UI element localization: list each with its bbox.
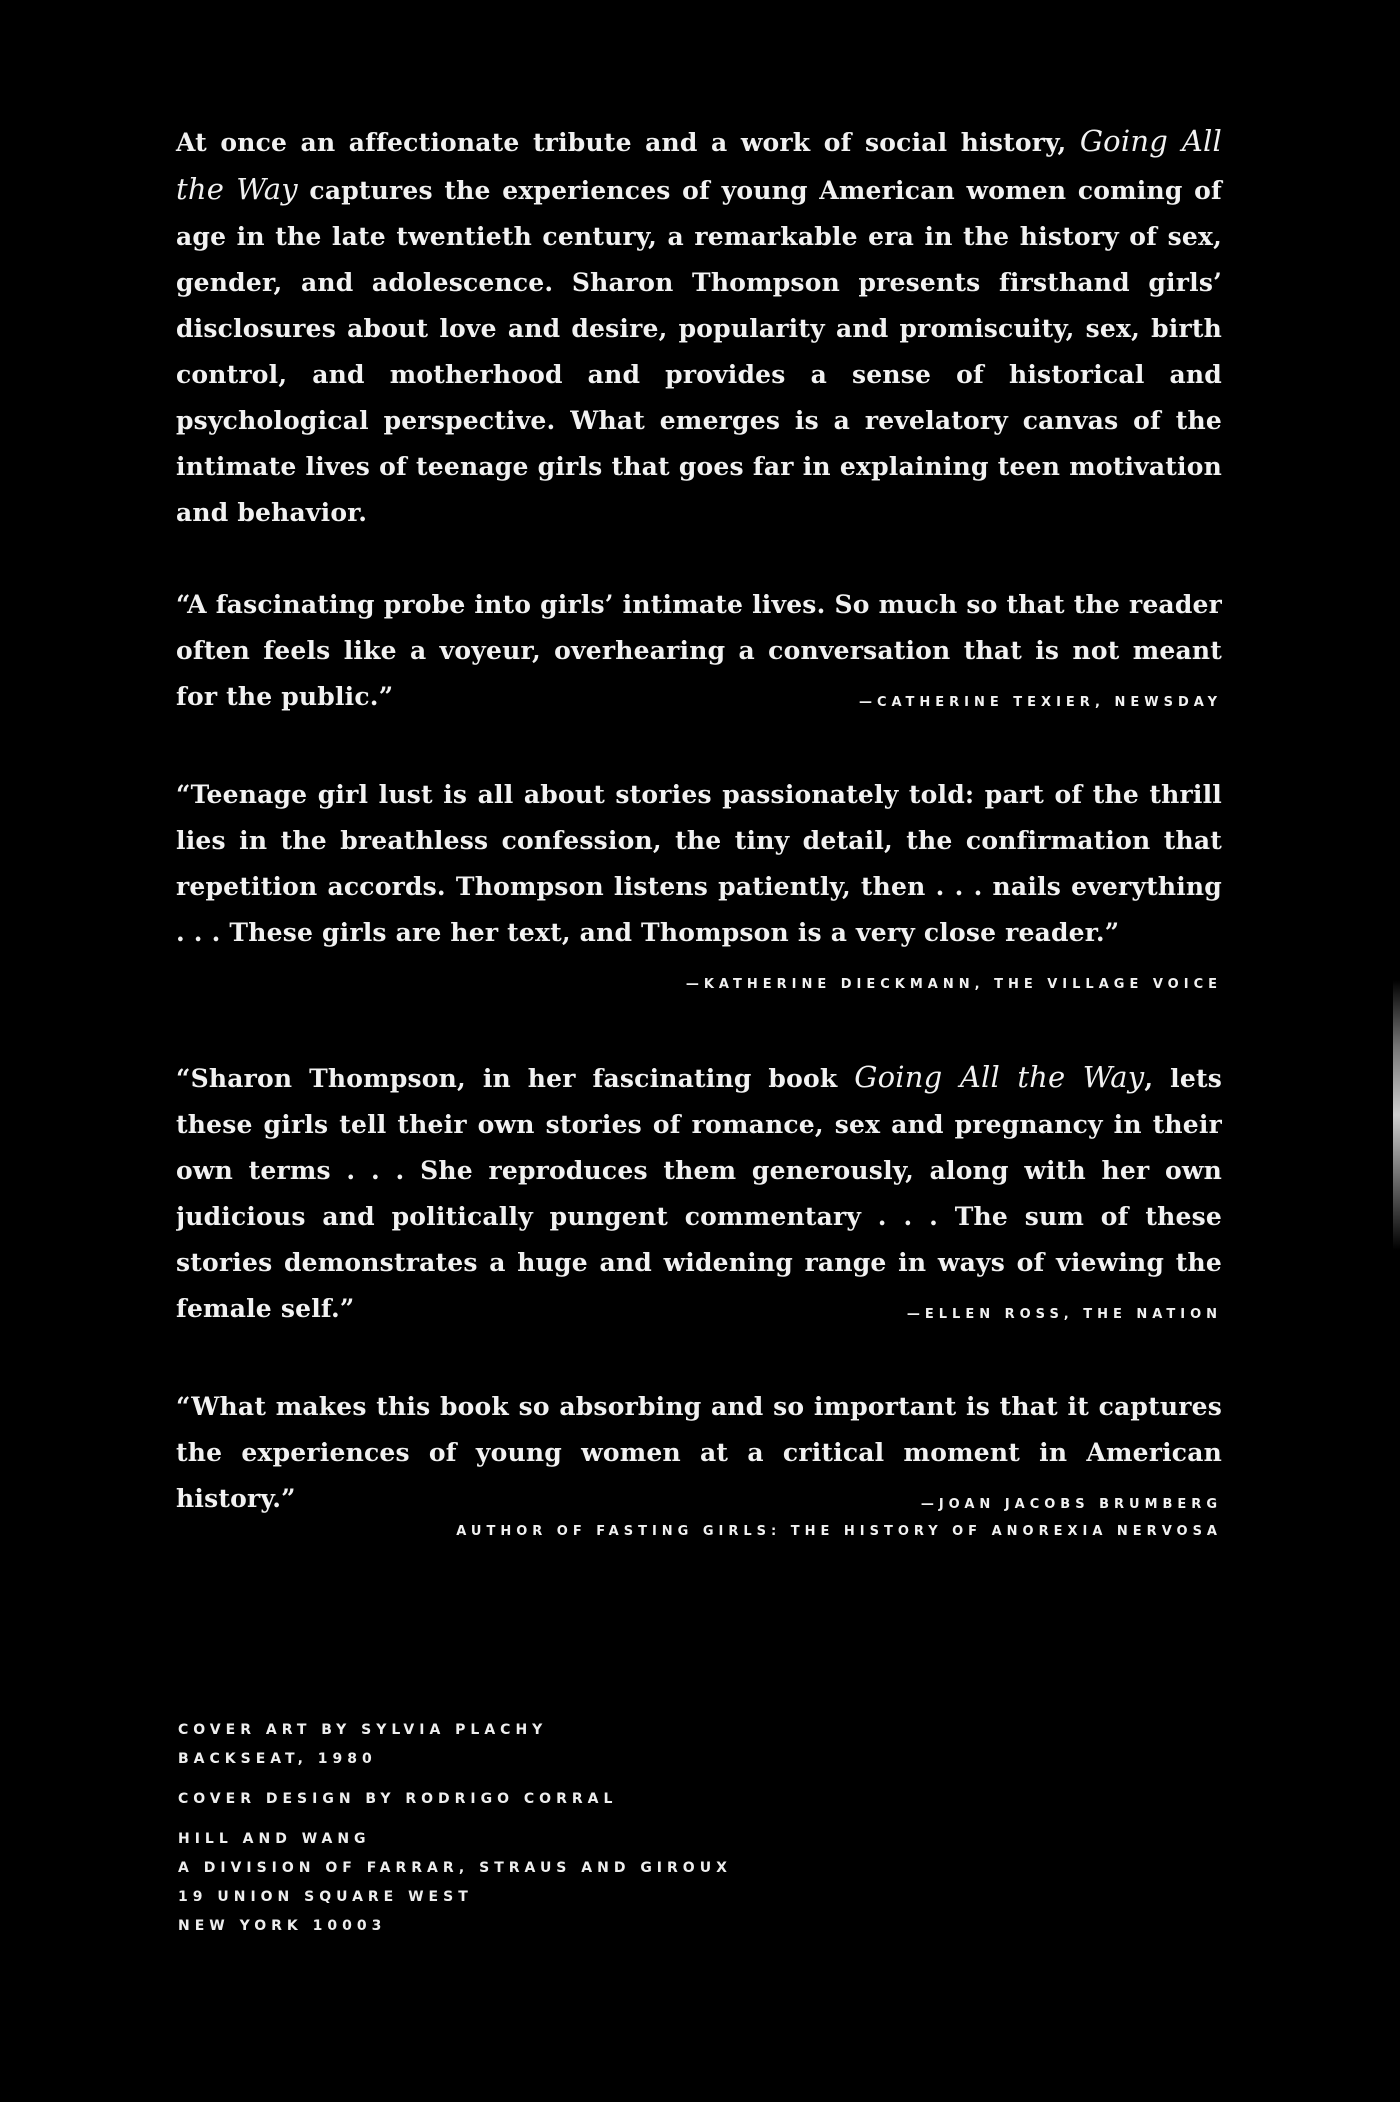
publisher-info	[178, 1825, 732, 1941]
review-attribution: —CATHERINE TEXIER, NEWSDAY	[858, 695, 1222, 710]
description-part-2: captures the experiences of young American women coming of age in the late twentieth century, a remarkable era in the history of sex, gender, and adolescence. Sharon Thompson presents firsthand girls’ disclosures about love and desire, popularity and promiscuity, sex, birth control, and motherhood and provides a sense of historical and psychological perspective. What emerges is a revelatory canvas of the intimate lives of teenage girls that goes far in explaining teen motivation and behavior.	[176, 176, 1222, 527]
review-text-part-1: “Sharon Thompson, in her fascinating book	[176, 1064, 855, 1093]
review-body	[176, 1384, 1222, 1528]
book-title: Going All the Way	[176, 124, 1222, 206]
page-edge-artifact	[1393, 980, 1400, 1250]
review-text: “What makes this book so absorbing and so important is that it captures the experiences of young women at a critical moment in American history.”	[176, 1392, 1222, 1513]
review-attribution: —ELLEN ROSS, THE NATION	[906, 1307, 1222, 1322]
review-newsday	[176, 582, 1222, 726]
cover-art-line: COVER ART BY SYLVIA PLACHY	[178, 1722, 548, 1738]
cover-text-block	[176, 118, 1222, 1542]
cover-design-line: COVER DESIGN BY RODRIGO CORRAL	[178, 1791, 618, 1807]
book-title: Going All the Way	[854, 1060, 1145, 1094]
review-attribution: —KATHERINE DIECKMANN, THE VILLAGE VOICE	[685, 977, 1222, 992]
review-text: “A fascinating probe into girls’ intimate lives. So much so that the reader often feels like a voyeur, overhearing a conversation that is not meant for the public.”	[176, 590, 1222, 711]
publisher-division: A DIVISION OF FARRAR, STRAUS AND GIROUX	[178, 1860, 732, 1876]
review-brumberg	[176, 1384, 1222, 1542]
publisher-city: NEW YORK 10003	[178, 1918, 387, 1934]
review-attribution: —JOAN JACOBS BRUMBERG	[920, 1497, 1222, 1512]
review-the-nation	[176, 1054, 1222, 1338]
publisher-street: 19 UNION SQUARE WEST	[178, 1889, 473, 1905]
cover-art-credit	[178, 1716, 732, 1774]
publisher-name: HILL AND WANG	[178, 1831, 371, 1847]
description-part-1: At once an affectionate tribute and a work of social history,	[176, 128, 1080, 157]
credits-block	[178, 1716, 732, 1941]
cover-art-title-line: BACKSEAT, 1980	[178, 1751, 377, 1767]
book-description	[176, 118, 1222, 536]
review-text-part-2: , lets these girls tell their own stories of romance, sex and pregnancy in their own terms . . . She reproduces them generously, along with her own judicious and politically pungent commentary . . . The sum of these stories demonstrates a huge and widening range in ways of viewing the female self.”	[176, 1064, 1222, 1323]
review-village-voice	[176, 772, 1222, 1008]
review-attribution-subtitle: AUTHOR OF FASTING GIRLS: THE HISTORY OF ANOREXIA NERVOSA	[456, 1524, 1222, 1539]
cover-design-credit	[178, 1785, 732, 1814]
review-text: “Teenage girl lust is all about stories passionately told: part of the thrill lies in the breathless confession, the tiny detail, the confirmation that repetition accords. Thompson listens patiently, then . . . nails everything . . . These girls are her text, and Thompson is a very close reader.”	[176, 780, 1222, 947]
